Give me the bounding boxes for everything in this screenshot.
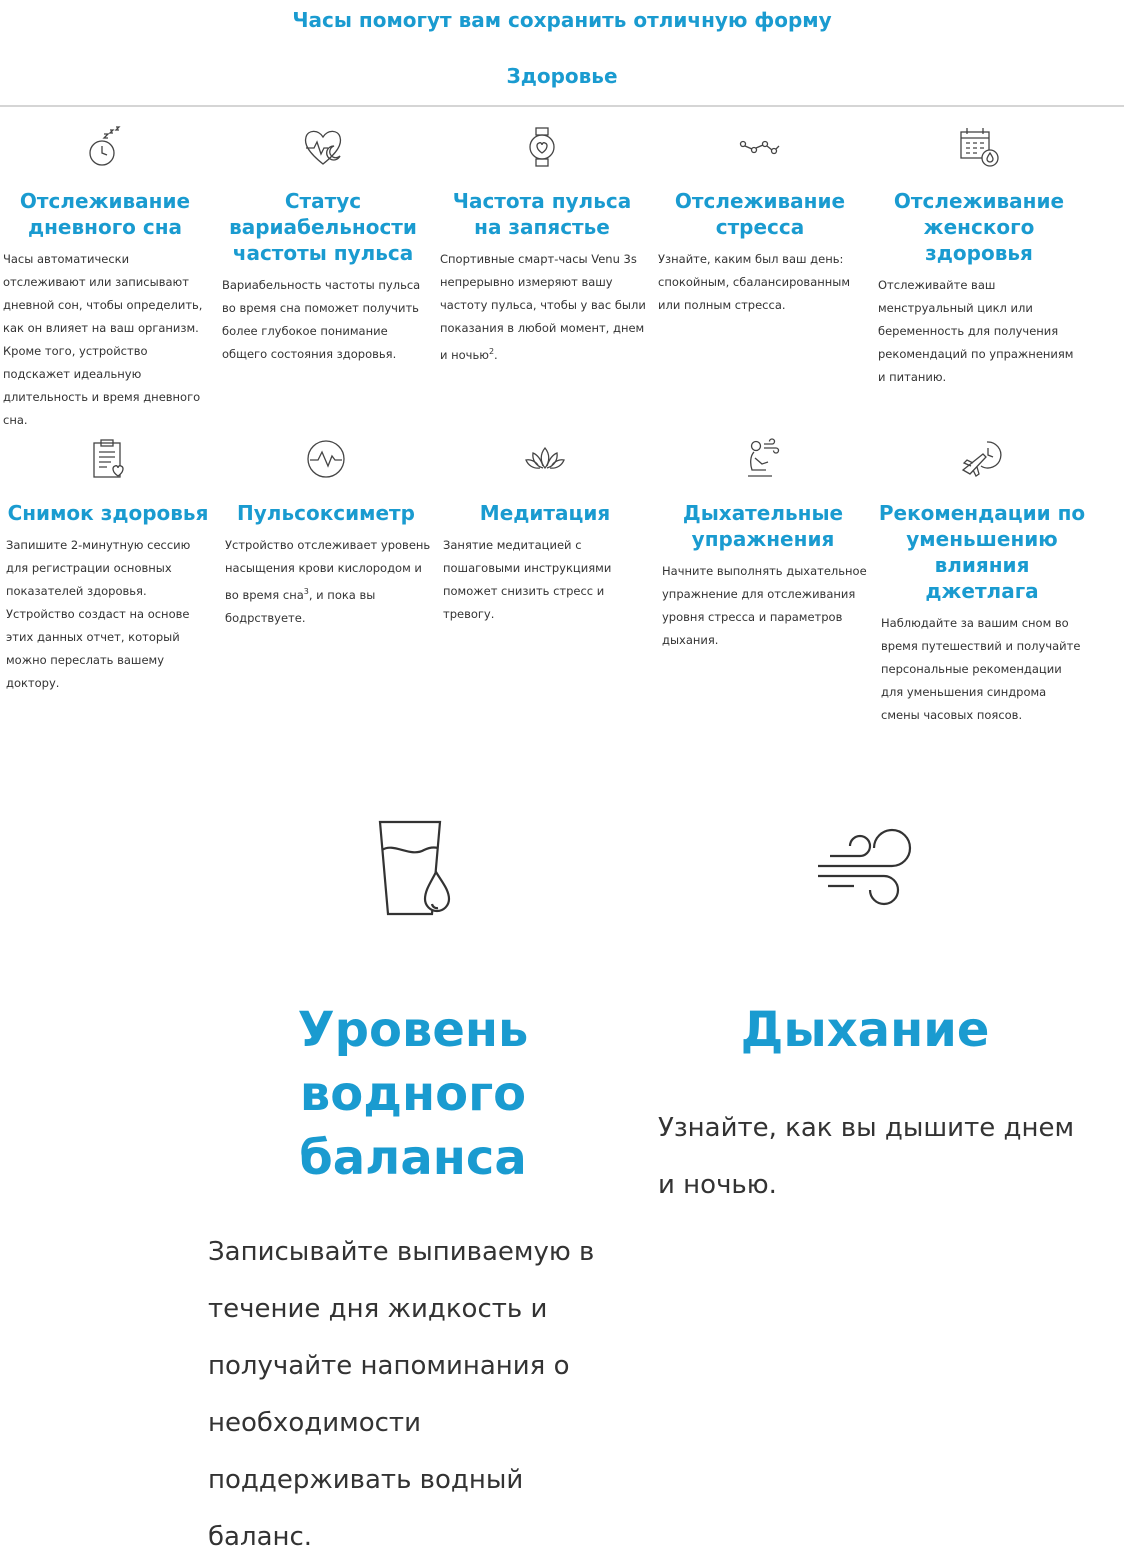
feature-desc: Отслеживайте ваш менструальный цикл или беременность для получения рекомендаций по упражнениям и питанию. xyxy=(878,278,1074,384)
feature-breathwork xyxy=(658,436,868,652)
feature-desc: Спортивные смарт-часы Venu 3s непрерывно измеряют вашу частоту пульса, чтобы у вас были показания в любой момент, днем и ночью$^2$. xyxy=(440,252,646,362)
pulse-ox-icon xyxy=(303,436,349,482)
breathing-title: Дыхание xyxy=(740,1002,990,1058)
feature-title: Дыхательные упражнения xyxy=(682,501,844,551)
feature-title: Отслеживание женского здоровья xyxy=(893,189,1065,265)
feature-title: Отслеживание стресса xyxy=(674,189,846,239)
feature-title: Снимок здоровья xyxy=(7,501,209,525)
wind-icon xyxy=(814,826,918,912)
lotus-icon xyxy=(522,436,568,482)
breathing-person-icon xyxy=(740,436,786,482)
hydration-title: Уровень водного баланса xyxy=(297,1002,529,1186)
feature-meditation xyxy=(440,436,650,626)
breathing-desc: Узнайте, как вы дышите днем и ночью. xyxy=(658,1113,1075,1200)
feature-desc: Запишите 2-минутную сессию для регистрации основных показателей здоровья. Устройство создаст на основе этих данных отчет, который можно переслать вашему доктору. xyxy=(6,538,191,690)
calendar-drop-icon xyxy=(956,124,1002,170)
feature-title: Пульсоксиметр xyxy=(237,501,415,525)
page-title: Часы помогут вам сохранить отличную форму xyxy=(292,8,832,32)
feature-desc: Узнайте, каким был ваш день: спокойным, сбалансированным или полным стресса. xyxy=(658,252,851,312)
feature-desc: Устройство отслеживает уровень насыщения крови кислородом и во время сна$^3$, и пока вы бодрствуете. xyxy=(225,538,431,625)
feature-title: Отслеживание дневного сна xyxy=(19,189,191,239)
clipboard-heart-icon xyxy=(85,436,131,482)
nap-clock-icon xyxy=(82,124,128,170)
plane-clock-icon xyxy=(959,436,1005,482)
tab-health[interactable]: Здоровье xyxy=(506,64,618,88)
feature-stress xyxy=(655,124,865,317)
feature-jetlag xyxy=(877,436,1087,727)
feature-hrv-status xyxy=(218,124,428,366)
feature-desc: Занятие медитацией с пошаговыми инструкциями поможет снизить стресс и тревогу. xyxy=(443,538,612,621)
feature-desc: Часы автоматически отслеживают или записывают дневной сон, чтобы определить, как он влияет на ваш организм. Кроме того, устройство подскажет идеальную длительность и время дневного сна. xyxy=(3,252,203,427)
stress-wave-icon xyxy=(737,124,783,170)
feature-title: Частота пульса на запястье xyxy=(452,189,632,239)
feature-title: Рекомендации по уменьшению влияния джетлага xyxy=(878,501,1086,603)
hydration-desc: Записывайте выпиваемую в течение дня жидкость и получайте напоминания о необходимости поддерживать водный баланс. xyxy=(208,1237,595,1552)
watch-heart-icon xyxy=(519,124,565,170)
feature-nap-tracking xyxy=(0,124,210,432)
feature-health-snapshot xyxy=(3,436,213,695)
feature-desc: Начните выполнять дыхательное упражнение для отслеживания уровня стресса и параметров дыхания. xyxy=(662,564,867,647)
heart-moon-icon xyxy=(300,124,346,170)
feature-wrist-hr xyxy=(437,124,647,367)
feature-pulse-ox xyxy=(221,436,431,630)
feature-desc: Вариабельность частоты пульса во время сна поможет получить более глубокое понимание общего состояния здоровья. xyxy=(222,278,421,361)
feature-desc: Наблюдайте за вашим сном во время путешествий и получайте персональные рекомендации для уменьшения синдрома смены часовых поясов. xyxy=(881,616,1081,722)
feature-womens-health xyxy=(874,124,1084,389)
feature-title: Медитация xyxy=(479,501,611,525)
feature-title: Статус вариабельности частоты пульса xyxy=(229,189,417,265)
water-glass-icon xyxy=(370,816,460,920)
divider xyxy=(0,105,1124,107)
